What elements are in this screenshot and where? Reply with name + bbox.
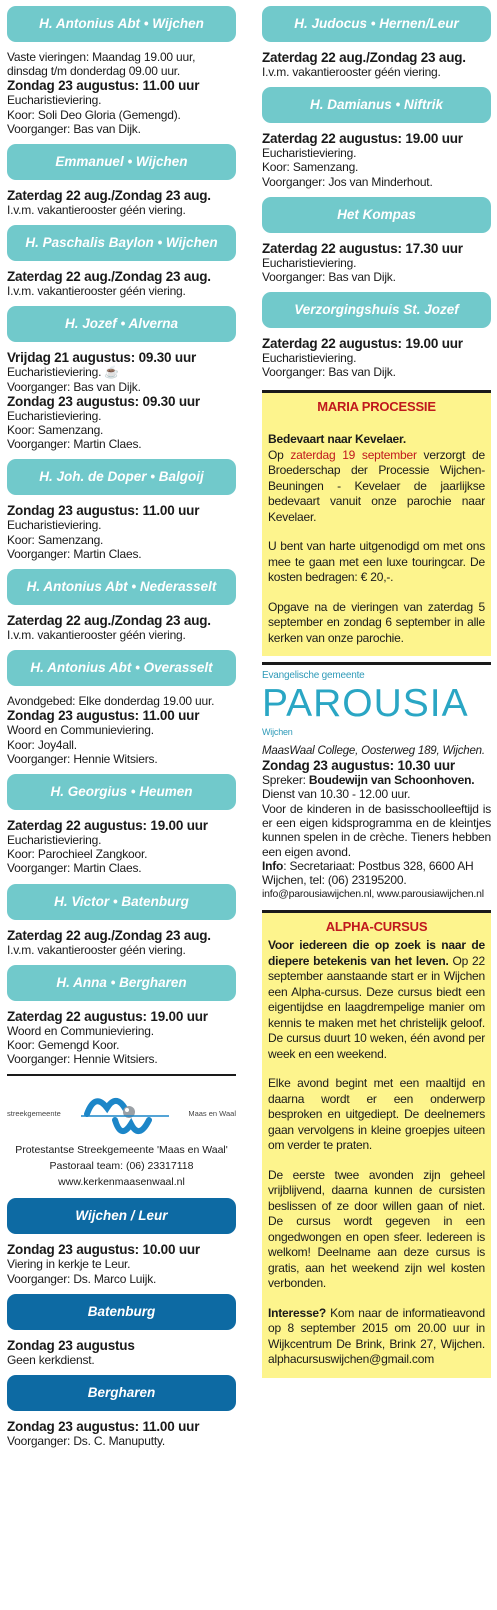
service-time: Vrijdag 21 augustus: 09.30 uur xyxy=(7,350,197,366)
service-detail: I.v.m. vakantierooster géén viering. xyxy=(262,65,441,79)
schedule-entry xyxy=(7,920,236,965)
alpha-paragraph-4: Interesse? Kom naar de informatieavond op 8 september 2015 om 20.00 uur in Wijkcentrum De Brink, Brink 27, Wijchen. alphacursuswijchen@gmail.com xyxy=(268,1305,485,1367)
catholic-schedule-right xyxy=(262,6,491,388)
schedule-entry xyxy=(262,123,491,197)
service-detail: Voorganger: Ds. C. Manuputty. xyxy=(7,1434,166,1449)
schedule-entry xyxy=(7,495,236,569)
service-detail: Voorganger: Bas van Dijk. xyxy=(262,365,396,380)
parousia-when: Zondag 23 augustus: 10.30 uur xyxy=(262,758,455,774)
service-detail: I.v.m. vakantierooster géén viering. xyxy=(7,284,186,299)
service-time: Zondag 23 augustus: 11.00 uur xyxy=(7,1419,200,1435)
section-header-h-paschalis-baylon-wijchen: H. Paschalis Baylon • Wijchen xyxy=(7,225,236,261)
alpha-paragraph-3: De eerste twee avonden zijn geheel vrijblijvend, daarna kunnen de cursisten beslissen of ze door willen gaan of niet. De cursus wordt gegeven in een ongedwongen en open sfeer. Iedereen is welkom! Deelname aan deze cursus is gratis, aan het weekend zijn wel kosten verbonden. xyxy=(268,1167,485,1291)
service-time: Zaterdag 22 augustus: 19.00 uur xyxy=(262,131,463,147)
section-header-h-victor-batenburg: H. Victor • Batenburg xyxy=(7,884,236,920)
schedule-entry xyxy=(7,42,236,144)
column-gutter xyxy=(248,0,249,1610)
service-time: Zaterdag 22 augustus: 19.00 uur xyxy=(7,818,208,834)
section-header-h-jozef-alverna: H. Jozef • Alverna xyxy=(7,306,236,342)
section-header-h-antonius-abt-overasselt: H. Antonius Abt • Overasselt xyxy=(7,650,236,686)
parousia-block xyxy=(262,662,491,910)
parousia-location: Wijchen xyxy=(262,727,293,738)
service-detail: Voorganger: Martin Claes. xyxy=(7,861,142,876)
service-detail: I.v.m. vakantierooster géén viering. xyxy=(7,203,186,218)
service-time: Zondag 23 augustus xyxy=(7,1337,135,1353)
service-detail: Koor: Samenzang. xyxy=(7,532,104,547)
service-detail: Viering in kerkje te Leur. xyxy=(7,1257,131,1272)
section-header-bergharen: Bergharen xyxy=(7,1375,236,1411)
logo-left-text: streekgemeente xyxy=(7,1108,61,1118)
right-column xyxy=(262,6,491,1378)
service-detail: Koor: Gemengd Koor. xyxy=(7,1038,120,1053)
schedule-entry xyxy=(262,42,491,87)
service-detail: I.v.m. vakantierooster géén viering. xyxy=(7,942,186,957)
section-header-batenburg: Batenburg xyxy=(7,1294,236,1330)
logo-right-text: Maas en Waal xyxy=(188,1108,236,1118)
maria-paragraph-2: U bent van harte uitgenodigd om met ons mee te gaan met een luxe touringcar. De kosten bedragen: € 20,-. xyxy=(268,539,485,585)
section-header-emmanuel-wijchen: Emmanuel • Wijchen xyxy=(7,144,236,180)
service-time: Zaterdag 22 aug./Zondag 23 aug. xyxy=(7,613,211,629)
catholic-schedule-left xyxy=(7,6,236,1074)
service-time: Zondag 23 augustus: 11.00 uur xyxy=(7,708,200,724)
service-time: Zaterdag 22 aug./Zondag 23 aug. xyxy=(7,188,211,204)
section-header-h-antonius-abt-nederasselt: H. Antonius Abt • Nederasselt xyxy=(7,569,236,605)
service-detail: Eucharistieviering. xyxy=(7,518,102,533)
section-header-verzorgingshuis-st-jozef: Verzorgingshuis St. Jozef xyxy=(262,292,491,328)
schedule-entry xyxy=(7,686,236,774)
service-detail: Eucharistieviering. xyxy=(7,408,102,423)
service-detail: Voorganger: Ds. Marco Luijk. xyxy=(7,1271,157,1286)
service-time: Zaterdag 22 augustus: 19.00 uur xyxy=(262,336,463,352)
maria-processie-box xyxy=(262,390,491,657)
section-header-h-damianus-niftrik: H. Damianus • Niftrik xyxy=(262,87,491,123)
section-header-het-kompas: Het Kompas xyxy=(262,197,491,233)
parousia-kids: Voor de kinderen in de basisschoolleeftijd is er een eigen kidsprogramma en de kleintjes kunnen spelen in de crèche. Tieners hebben een eigen avond. xyxy=(262,801,491,859)
service-detail: Koor: Samenzang. xyxy=(7,423,104,438)
protestant-logo-block xyxy=(7,1074,236,1198)
parousia-address: MaasWaal College, Oosterweg 189, Wijchen. xyxy=(262,744,485,757)
schedule-entry xyxy=(7,1330,236,1375)
service-time: Zondag 23 augustus: 09.30 uur xyxy=(7,393,200,409)
protestant-team: Pastoraal team: (06) 23317118 xyxy=(49,1160,194,1173)
service-detail: Voorganger: Jos van Minderhout. xyxy=(262,174,433,189)
service-detail: dinsdag t/m donderdag 09.00 uur. xyxy=(7,64,181,79)
parousia-logo: PAROUSIA xyxy=(262,682,469,726)
alpha-title: ALPHA-CURSUS xyxy=(325,918,428,934)
protestant-url[interactable]: www.kerkenmaasenwaal.nl xyxy=(58,1176,185,1189)
service-detail: Eucharistieviering. xyxy=(7,833,102,848)
schedule-entry xyxy=(262,328,491,387)
section-header-h-antonius-abt-wijchen: H. Antonius Abt • Wijchen xyxy=(7,6,236,42)
service-detail: Voorganger: Martin Claes. xyxy=(7,437,142,452)
section-header-h-anna-bergharen: H. Anna • Bergharen xyxy=(7,965,236,1001)
service-detail: Koor: Joy4all. xyxy=(7,737,77,752)
service-detail: Koor: Samenzang. xyxy=(262,160,359,175)
service-detail: Eucharistieviering. xyxy=(7,93,102,108)
section-header-h-joh-de-doper-balgoij: H. Joh. de Doper • Balgoij xyxy=(7,459,236,495)
section-header-wijchen-leur: Wijchen / Leur xyxy=(7,1198,236,1234)
service-time: Zondag 23 augustus: 11.00 uur xyxy=(7,78,200,94)
service-detail: Eucharistieviering. xyxy=(262,351,357,366)
schedule-entry xyxy=(7,1411,236,1456)
service-detail: Woord en Communieviering. xyxy=(7,723,154,738)
maria-paragraph-3: Opgave na de vieringen van zaterdag 5 september en zondag 6 september in alle kerken van onze parochie. xyxy=(268,599,485,645)
alpha-paragraph-1: Voor iedereen die op zoek is naar de diepere betekenis van het leven. Op 22 september aanstaande start er in Wijchen een Alpha-cursus. Deze cursus biedt een eigentijdse en laagdrempelige manier om kennis te maken met het christelijk geloof. De cursus duurt 10 weken, één avond per week en een weekend. xyxy=(268,938,485,1061)
maria-title: MARIA PROCESSIE xyxy=(317,398,436,414)
parousia-links[interactable]: info@parousiawijchen.nl, www.parousiawijchen.nl xyxy=(262,888,484,901)
service-detail: Voorganger: Bas van Dijk. xyxy=(262,270,396,285)
maria-subtitle: Bedevaart naar Kevelaer. xyxy=(268,432,406,447)
service-time: Zaterdag 22 aug./Zondag 23 aug. xyxy=(7,269,211,285)
service-detail: Vaste vieringen: Maandag 19.00 uur, xyxy=(7,50,196,64)
alpha-cursus-box xyxy=(262,910,491,1378)
protestant-schedule xyxy=(7,1198,236,1456)
service-detail: Voorganger: Bas van Dijk. xyxy=(7,121,141,136)
service-detail: Koor: Soli Deo Gloria (Gemengd). xyxy=(7,107,181,122)
service-time: Zaterdag 22 aug./Zondag 23 aug. xyxy=(7,927,211,943)
alpha-paragraph-2: Elke avond begint met een maaltijd en daarna wordt er een onderwerp besproken en uitgediept. De deelnemers gaan vervolgens in kleine groepjes uiteen om verder te praten. xyxy=(268,1076,485,1153)
schedule-entry xyxy=(7,810,236,884)
protestant-name: Protestantse Streekgemeente 'Maas en Waal' xyxy=(15,1144,228,1157)
schedule-entry xyxy=(7,1001,236,1075)
service-detail: Eucharistieviering. xyxy=(262,255,357,270)
maria-paragraph-1: Op zaterdag 19 september verzorgt de Broederschap der Processie Wijchen-Beuningen - Kevelaer de jaarlijkse bedevaart vanuit onze parochie naar Kevelaer. xyxy=(268,447,485,524)
service-time: Zondag 23 augustus: 10.00 uur xyxy=(7,1242,200,1258)
parousia-service: Dienst van 10.30 - 12.00 uur. xyxy=(262,787,411,802)
parousia-info: Info: Secretariaat: Postbus 328, 6600 AH Wijchen, tel: (06) 23195200. xyxy=(262,858,474,888)
parousia-small-label: Evangelische gemeente xyxy=(262,670,365,682)
service-detail: Geen kerkdienst. xyxy=(7,1352,95,1367)
schedule-entry xyxy=(7,605,236,650)
schedule-entry xyxy=(7,342,236,459)
service-detail: Eucharistieviering. xyxy=(262,146,357,161)
service-time: Zaterdag 22 aug./Zondag 23 aug. xyxy=(262,50,466,65)
left-column xyxy=(7,6,236,1456)
schedule-entry xyxy=(7,1234,236,1293)
maas-en-waal-logo-icon xyxy=(77,1084,173,1142)
service-detail: Voorganger: Martin Claes. xyxy=(7,546,142,561)
service-detail: Avondgebed: Elke donderdag 19.00 uur. xyxy=(7,694,215,709)
section-header-h-judocus-hernen-leur: H. Judocus • Hernen/Leur xyxy=(262,6,491,42)
service-time: Zaterdag 22 augustus: 19.00 uur xyxy=(7,1008,208,1024)
service-detail: Woord en Communieviering. xyxy=(7,1023,154,1038)
mw-logo-row xyxy=(7,1084,236,1142)
service-detail: I.v.m. vakantierooster géén viering. xyxy=(7,628,186,643)
service-detail: Koor: Parochieel Zangkoor. xyxy=(7,847,148,862)
service-detail: Eucharistieviering. ☕ xyxy=(7,365,120,380)
service-time: Zondag 23 augustus: 11.00 uur xyxy=(7,503,200,519)
service-time: Zaterdag 22 augustus: 17.30 uur xyxy=(262,240,463,256)
service-detail: Voorganger: Hennie Witsiers. xyxy=(7,1052,158,1067)
schedule-entry xyxy=(7,261,236,306)
service-detail: Voorganger: Hennie Witsiers. xyxy=(7,751,158,766)
service-detail: Voorganger: Bas van Dijk. xyxy=(7,379,141,394)
schedule-entry xyxy=(7,180,236,225)
schedule-entry xyxy=(262,233,491,292)
section-header-h-georgius-heumen: H. Georgius • Heumen xyxy=(7,774,236,810)
parousia-speaker: Spreker: Boudewijn van Schoonhoven. xyxy=(262,773,475,788)
